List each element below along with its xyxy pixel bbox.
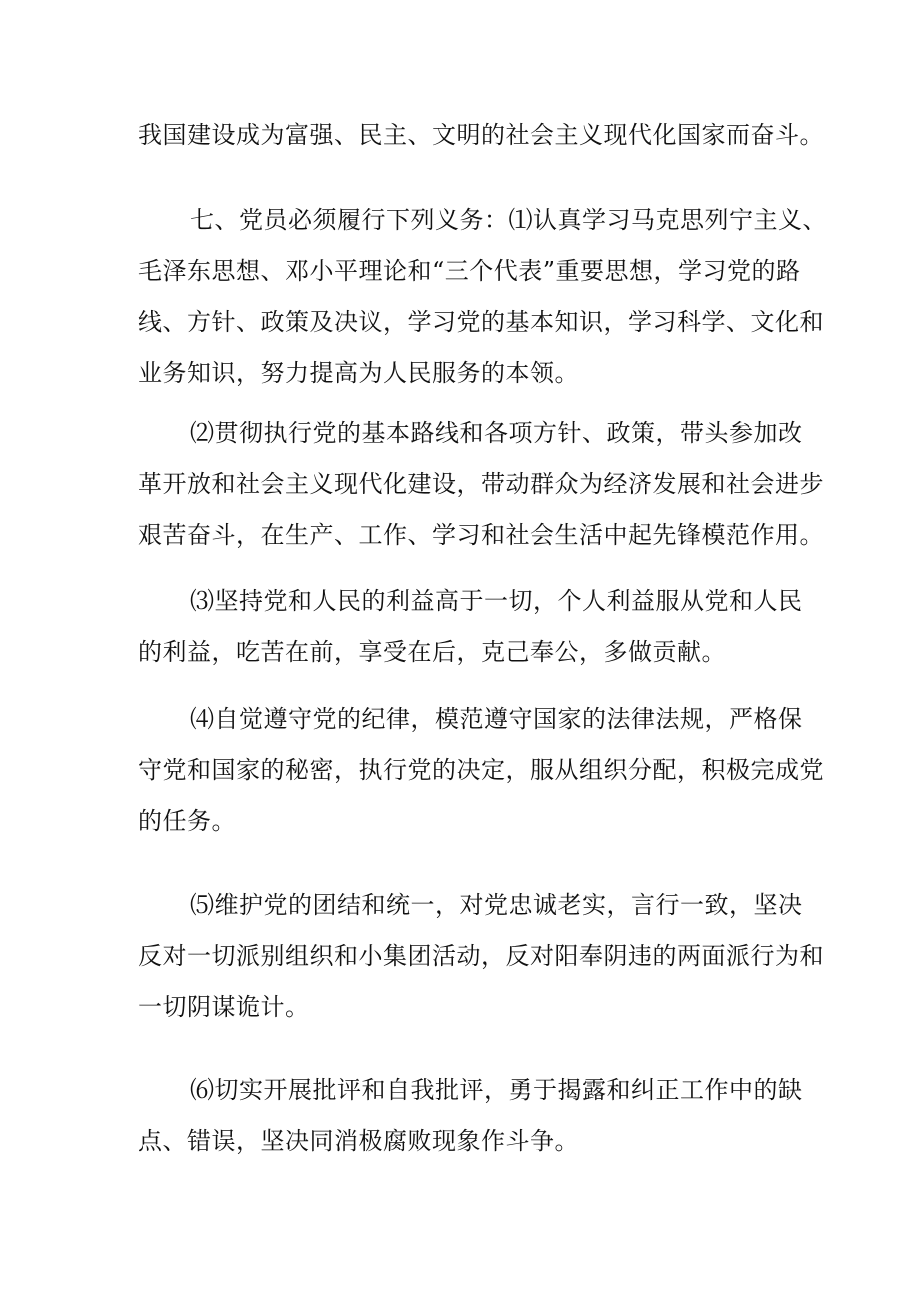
- text-line: 业务知识，努力提高为人民服务的本领。: [138, 359, 579, 387]
- text-line: 反对一切派别组织和小集团活动，反对阳奉阴违的两面派行为和: [138, 942, 824, 970]
- text-line: 的任务。: [138, 807, 236, 835]
- paragraph-duty-5: [138, 880, 824, 1033]
- text-line: ⑵贯彻执行党的基本路线和各项方针、政策，带头参加改: [190, 419, 803, 447]
- text-line: 一切阴谋诡计。: [138, 993, 310, 1021]
- paragraph-continuation: [138, 110, 824, 161]
- text-line: ⑷自觉遵守党的纪律，模范遵守国家的法律法规，严格保: [190, 705, 803, 733]
- text-line: ⑶坚持党和人民的利益高于一切，个人利益服从党和人民: [190, 587, 803, 615]
- text-line: 线、方针、政策及决议，学习党的基本知识，学习科学、文化和: [138, 308, 824, 336]
- paragraph-duty-3: [138, 576, 803, 678]
- paragraph-duty-6: [138, 1065, 803, 1167]
- paragraph-article-seven: [138, 195, 827, 399]
- text-line: ⑹切实开展批评和自我批评，勇于揭露和纠正工作中的缺: [190, 1076, 803, 1104]
- text-line: 点、错误，坚决同消极腐败现象作斗争。: [138, 1127, 579, 1155]
- text-line: ⑸维护党的团结和统一，对党忠诚老实，言行一致，坚决: [190, 891, 803, 919]
- text-line: 我国建设成为富强、民主、文明的社会主义现代化国家而奋斗。: [138, 121, 824, 149]
- text-line: 革开放和社会主义现代化建设，带动群众为经济发展和社会进步: [138, 470, 824, 498]
- text-line: 守党和国家的秘密，执行党的决定，服从组织分配，积极完成党: [138, 756, 824, 784]
- text-line: 的利益，吃苦在前，享受在后，克己奉公，多做贡献。: [138, 638, 726, 666]
- paragraph-duty-2: [138, 408, 824, 561]
- text-line: 七、党员必须履行下列义务：⑴认真学习马克思列宁主义、: [190, 206, 827, 234]
- text-line: 艰苦奋斗，在生产、工作、学习和社会生活中起先锋模范作用。: [138, 521, 824, 549]
- paragraph-duty-4: [138, 694, 824, 847]
- text-line: 毛泽东思想、邓小平理论和“三个代表”重要思想，学习党的路: [138, 257, 801, 285]
